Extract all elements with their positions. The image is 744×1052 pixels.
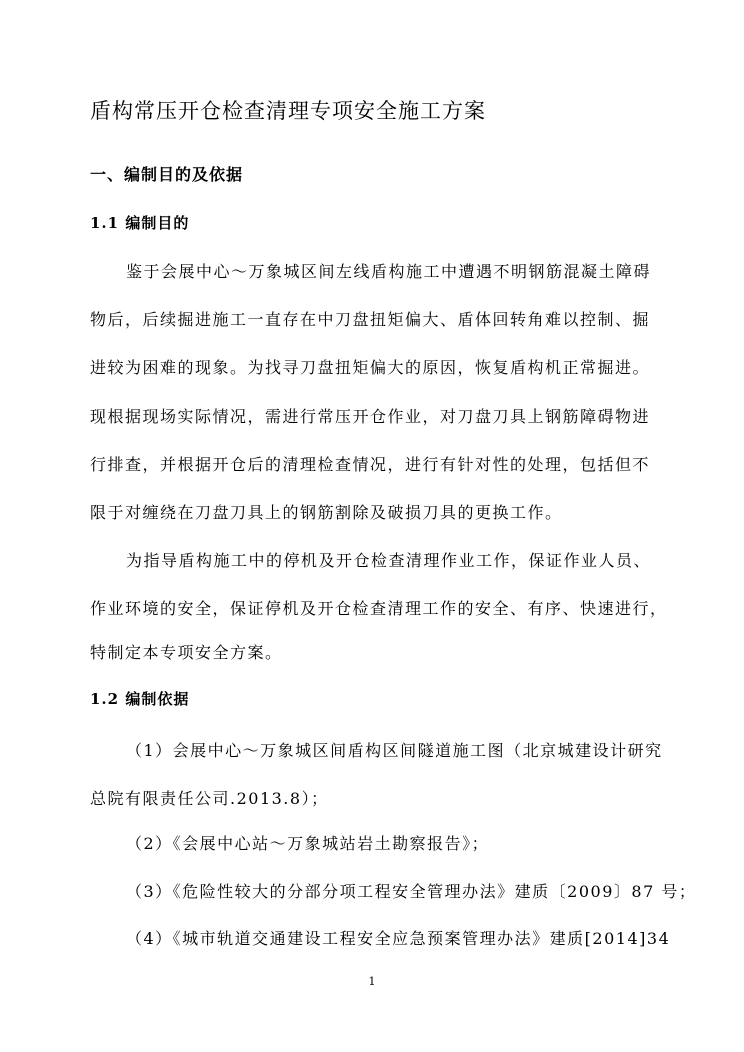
reference-line: （3）《危险性较大的分部分项工程安全管理办法》建质〔2009〕87 号； — [126, 882, 697, 901]
paragraph-line: 物后，后续掘进施工一直存在中刀盘扭矩偏大、盾体回转角难以控制、掘 — [90, 310, 651, 329]
subsection-heading: 1.2 编制依据 — [90, 690, 190, 708]
section-heading: 一、编制目的及依据 — [90, 165, 244, 184]
reference-line: （4）《城市轨道交通建设工程安全应急预案管理办法》建质[2014]34 — [126, 929, 671, 948]
paragraph-line: 限于对缠绕在刀盘刀具上的钢筋割除及破损刀具的更换工作。 — [90, 503, 563, 522]
reference-line: （2）《会展中心站～万象城站岩土勘察报告》； — [126, 834, 490, 853]
subsection-heading: 1.1 编制目的 — [90, 214, 190, 232]
document-title: 盾构常压开仓检查清理专项安全施工方案 — [90, 99, 486, 123]
paragraph-line: 现根据现场实际情况，需进行常压开仓作业，对刀盘刀具上钢筋障碍物进 — [90, 407, 651, 426]
paragraph-line: 为指导盾构施工中的停机及开仓检查清理作业工作，保证作业人员、 — [126, 551, 652, 570]
paragraph-line: 特制定本专项安全方案。 — [90, 643, 283, 662]
page-number: 1 — [368, 975, 376, 988]
paragraph-line: 鉴于会展中心～万象城区间左线盾构施工中遭遇不明钢筋混凝土障碍 — [126, 262, 652, 281]
reference-line: （1）会展中心～万象城区间盾构区间隧道施工图（北京城建设计研究 — [126, 741, 663, 760]
reference-line: 总院有限责任公司.2013.8）； — [90, 789, 329, 808]
paragraph-line: 行排查，并根据开仓后的清理检查情况，进行有针对性的处理，包括但不 — [90, 455, 651, 474]
paragraph-line: 作业环境的安全，保证停机及开仓检查清理工作的安全、有序、快速进行， — [90, 599, 668, 618]
paragraph-line: 进较为困难的现象。为找寻刀盘扭矩偏大的原因，恢复盾构机正常掘进。 — [90, 358, 651, 377]
